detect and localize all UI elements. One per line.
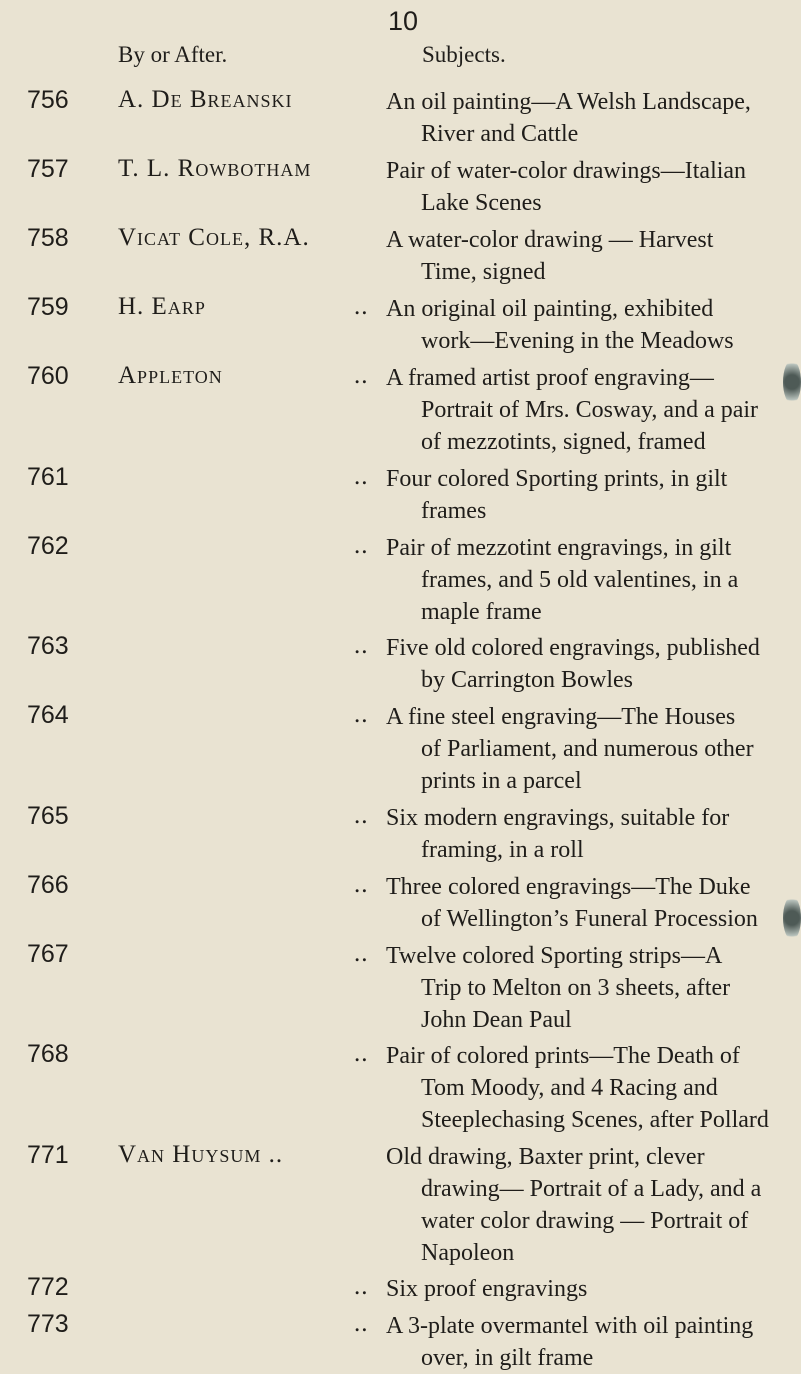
lot-separator-dots: ..	[354, 462, 369, 490]
lot-description	[386, 1310, 786, 1374]
lot-number: 761	[27, 462, 69, 491]
lot-separator-dots: ..	[354, 701, 369, 728]
lot-number: 762	[27, 531, 69, 560]
description-line: Five old colored engravings, published	[386, 635, 760, 661]
description-line: drawing— Portrait of a Lady, and a	[421, 1175, 762, 1202]
description-line: Portrait of Mrs. Cosway, and a pair	[421, 397, 759, 423]
lot-separator-dots: ..	[354, 801, 369, 829]
lot-number: 760	[27, 362, 69, 390]
lot-artist: T. L. Rowbotham	[118, 155, 312, 182]
lot-separator-dots: ..	[354, 1040, 369, 1067]
description-line: Pair of mezzotint engravings, in gilt	[386, 534, 732, 561]
lot-description	[386, 1273, 786, 1305]
lot-number: 768	[27, 1040, 69, 1068]
description-line: of Wellington’s Funeral Procession	[421, 905, 758, 932]
lot-separator-dots: ..	[354, 293, 369, 320]
description-line: Pair of water-color drawings—Italian	[386, 158, 747, 184]
description-line: by Carrington Bowles	[421, 667, 633, 693]
column-header-subjects: Subjects.	[422, 42, 506, 67]
description-line: Pair of colored prints—The Death of	[386, 1043, 740, 1069]
lot-description	[386, 632, 786, 696]
description-line: Steeplechasing Scenes, after Pollard	[421, 1107, 769, 1133]
description-line: A framed artist proof engraving—	[386, 365, 714, 391]
lot-number: 766	[27, 870, 69, 899]
lot-artist: Vicat Cole, R.A.	[118, 224, 310, 251]
lot-number: 764	[27, 701, 69, 729]
lot-description	[386, 802, 786, 866]
description-line: frames	[421, 497, 487, 524]
description-line: water color drawing — Portrait of	[421, 1207, 749, 1234]
description-line: Six proof engravings	[386, 1275, 588, 1302]
lot-separator-dots: ..	[354, 1272, 369, 1300]
description-line: Lake Scenes	[421, 190, 542, 216]
lot-description	[386, 463, 786, 527]
lot-number: 756	[27, 86, 69, 114]
lot-separator-dots: ..	[354, 632, 369, 659]
description-line: Trip to Melton on 3 sheets, after	[421, 974, 731, 1001]
description-line: framing, in a roll	[421, 836, 584, 863]
lot-number: 757	[27, 155, 69, 183]
lot-description	[386, 362, 786, 458]
lot-description	[386, 701, 786, 797]
description-line: Time, signed	[421, 259, 546, 285]
lot-separator-dots: ..	[354, 870, 369, 898]
description-line: Twelve colored Sporting strips—A	[386, 942, 723, 969]
lot-artist: A. De Breanski	[118, 86, 293, 113]
lot-number: 765	[27, 801, 69, 830]
description-line: A 3-plate overmantel with oil painting	[386, 1313, 754, 1339]
description-line: River and Cattle	[421, 121, 579, 147]
description-line: Old drawing, Baxter print, clever	[386, 1143, 705, 1170]
description-line: Napoleon	[421, 1239, 515, 1266]
lot-description	[386, 532, 786, 628]
description-line: A water-color drawing — Harvest	[386, 227, 714, 253]
description-line: Four colored Sporting prints, in gilt	[386, 465, 728, 492]
lot-artist: Van Huysum ..	[118, 1140, 284, 1168]
lot-number: 759	[27, 293, 69, 321]
lot-description	[386, 1040, 786, 1136]
description-line: of mezzotints, signed, framed	[421, 429, 706, 455]
description-line: frames, and 5 old valentines, in a	[421, 566, 739, 593]
lot-description	[386, 155, 786, 219]
lot-description	[386, 86, 786, 150]
description-line: work—Evening in the Meadows	[421, 328, 734, 354]
binding-hole-mark	[783, 360, 801, 404]
description-line: John Dean Paul	[421, 1006, 572, 1033]
lot-description	[386, 871, 786, 935]
description-line: over, in gilt frame	[421, 1345, 594, 1371]
binding-hole-mark	[783, 896, 801, 940]
description-line: Six modern engravings, suitable for	[386, 804, 730, 831]
lot-artist: H. Earp ..	[118, 293, 369, 320]
description-line: Tom Moody, and 4 Racing and	[421, 1075, 718, 1101]
lot-number: 773	[27, 1310, 69, 1338]
lot-number: 763	[27, 632, 69, 660]
lot-separator-dots: ..	[354, 531, 369, 559]
lot-artist: Appleton ..	[118, 362, 369, 389]
description-line: of Parliament, and numerous other	[421, 736, 754, 762]
column-header-by-or-after: By or After.	[118, 42, 228, 67]
lot-number: 767	[27, 939, 69, 968]
lot-number: 772	[27, 1272, 69, 1301]
lot-description	[386, 293, 786, 357]
lot-separator-dots: ..	[354, 1310, 369, 1337]
page-number: 10	[387, 6, 419, 36]
description-line: maple frame	[421, 598, 542, 625]
lot-number: 771	[27, 1140, 69, 1169]
lot-number: 758	[27, 224, 69, 252]
description-line: Three colored engravings—The Duke	[386, 873, 751, 900]
lot-separator-dots: ..	[354, 939, 369, 967]
description-line: A fine steel engraving—The Houses	[386, 704, 736, 730]
description-line: An oil painting—A Welsh Landscape,	[386, 89, 751, 115]
lot-separator-dots: ..	[354, 362, 369, 389]
lot-description	[386, 940, 786, 1036]
lot-description	[386, 224, 786, 288]
description-line: An original oil painting, exhibited	[386, 296, 714, 322]
description-line: prints in a parcel	[421, 768, 582, 794]
lot-description	[386, 1141, 786, 1269]
